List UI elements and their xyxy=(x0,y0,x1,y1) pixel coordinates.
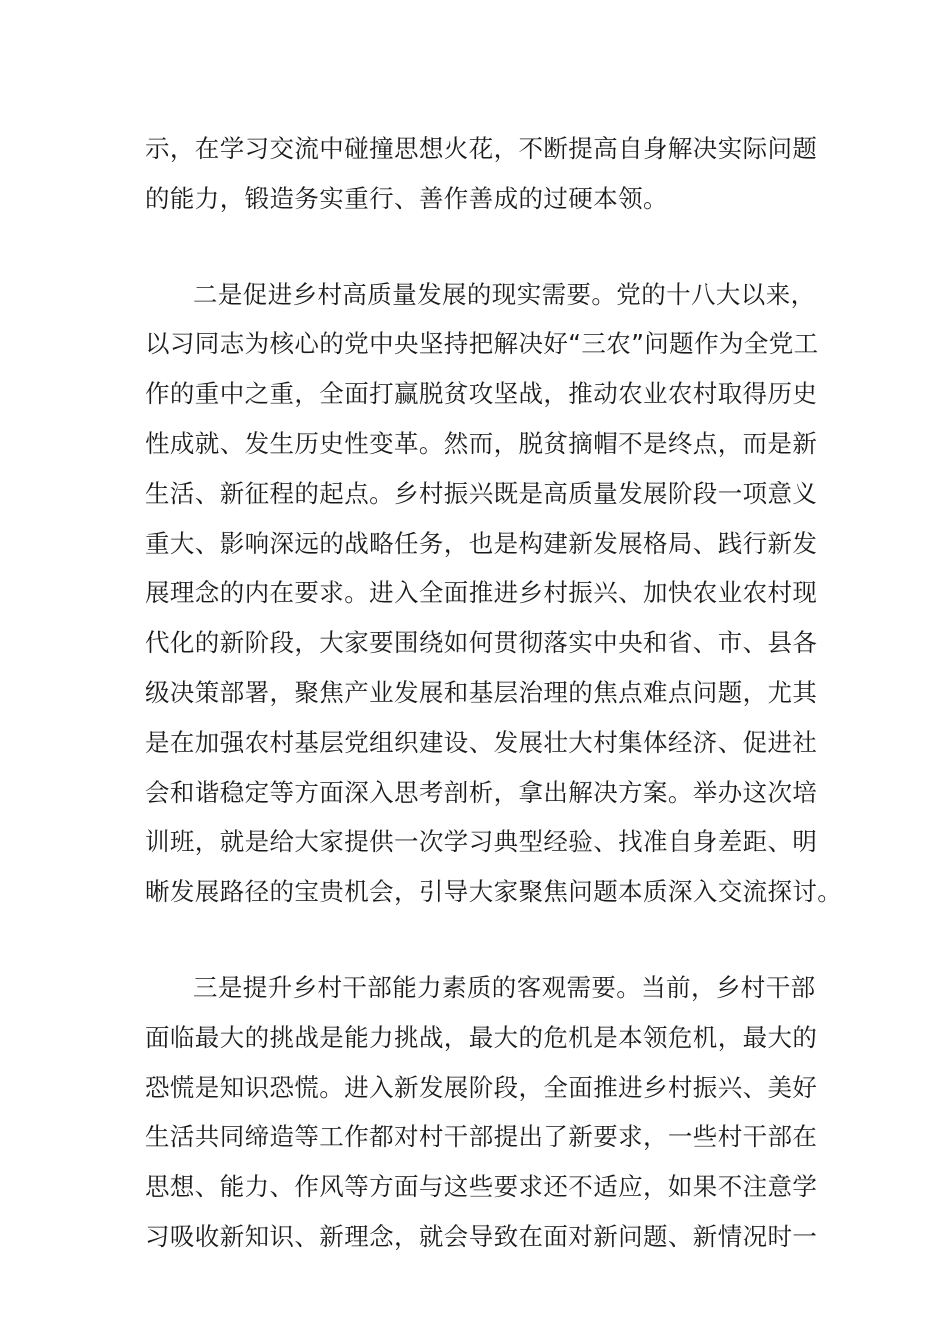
paragraph-gap xyxy=(145,224,805,270)
paragraph-gap xyxy=(145,917,805,963)
paragraph-2 xyxy=(145,270,843,917)
paragraph-1-line-1: 示，在学习交流中碰撞思想火花，不断提高自身解决实际问题 xyxy=(145,134,818,163)
document-body xyxy=(145,124,843,1262)
paragraph-2-line-2: 以习同志为核心的党中央坚持把解决好“三农”问题作为全党工 xyxy=(145,329,819,359)
paragraph-3-line-1: 三是提升乡村干部能力素质的客观需要。当前，乡村干部 xyxy=(193,972,816,1002)
paragraph-3 xyxy=(145,963,818,1262)
paragraph-2-line-7: 展理念的内在要求。进入全面推进乡村振兴、加快农业农村现 xyxy=(145,578,818,608)
paragraph-3-line-5: 思想、能力、作风等方面与这些要求还不适应，如果不注意学 xyxy=(145,1172,818,1202)
paragraph-2-line-8: 代化的新阶段，大家要围绕如何贯彻落实中央和省、市、县各 xyxy=(145,628,818,658)
paragraph-2-line-5: 生活、新征程的起点。乡村振兴既是高质量发展阶段一项意义 xyxy=(145,478,818,508)
paragraph-3-line-3: 恐慌是知识恐慌。进入新发展阶段，全面推进乡村振兴、美好 xyxy=(145,1072,818,1102)
paragraph-2-line-6: 重大、影响深远的战略任务，也是构建新发展格局、践行新发 xyxy=(145,528,818,558)
paragraph-3-line-6: 习吸收新知识、新理念，就会导致在面对新问题、新情况时一 xyxy=(145,1221,818,1251)
paragraph-2-line-12: 训班，就是给大家提供一次学习典型经验、找准自身差距、明 xyxy=(145,827,818,857)
paragraph-1-line-2: 的能力，锻造务实重行、善作善成的过硬本领。 xyxy=(145,183,668,213)
paragraph-2-line-3: 作的重中之重，全面打赢脱贫攻坚战，推动农业农村取得历史 xyxy=(145,379,818,409)
paragraph-1 xyxy=(145,124,818,224)
paragraph-2-line-10: 是在加强农村基层党组织建设、发展壮大村集体经济、促进社 xyxy=(145,727,818,757)
paragraph-2-line-9: 级决策部署，聚焦产业发展和基层治理的焦点难点问题，尤其 xyxy=(145,677,818,707)
paragraph-3-line-4: 生活共同缔造等工作都对村干部提出了新要求，一些村干部在 xyxy=(145,1122,818,1152)
paragraph-2-line-4: 性成就、发生历史性变革。然而，脱贫摘帽不是终点，而是新 xyxy=(145,428,818,458)
paragraph-2-line-11: 会和谐稳定等方面深入思考剖析，拿出解决方案。举办这次培 xyxy=(145,777,818,807)
paragraph-2-line-13: 晰发展路径的宝贵机会，引导大家聚焦问题本质深入交流探讨。 xyxy=(145,877,843,907)
paragraph-3-line-2: 面临最大的挑战是能力挑战，最大的危机是本领危机，最大的 xyxy=(145,1022,818,1052)
paragraph-2-line-1: 二是促进乡村高质量发展的现实需要。党的十八大以来， xyxy=(193,279,816,309)
